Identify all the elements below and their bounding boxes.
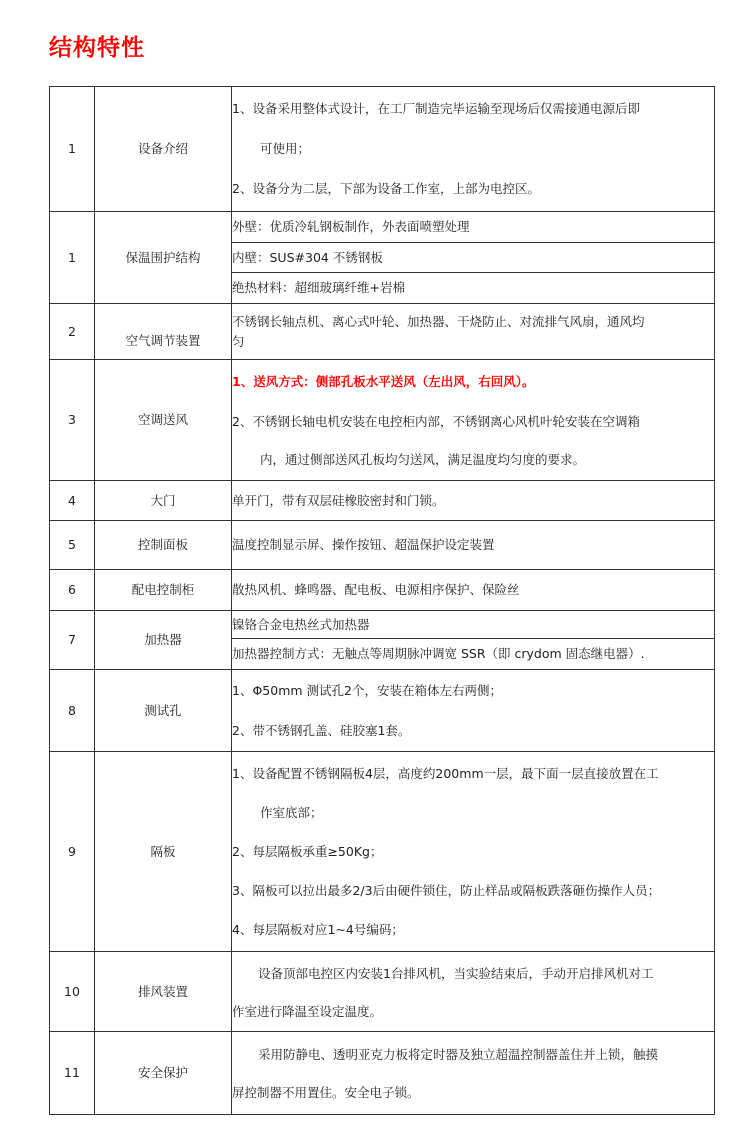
desc-line: 3、隔板可以拉出最多2/3后由硬件锁住，防止样品或隔板跌落砸伤操作人员； (232, 883, 661, 898)
row-desc (232, 1032, 715, 1115)
row-item: 设备介绍 (95, 87, 232, 212)
desc-line: 4、每层隔板对应1~4号编码； (232, 922, 404, 937)
table-row (50, 304, 715, 360)
row-number: 4 (50, 481, 95, 521)
row-item: 空调送风 (95, 360, 232, 481)
row-item: 排风装置 (95, 952, 232, 1032)
row-number: 9 (50, 752, 95, 952)
row-desc: 温度控制显示屏、操作按钮、超温保护设定装置 (232, 521, 715, 570)
desc-line: 不锈钢长轴点机、离心式叶轮、加热器、干烧防止、对流排气风扇，通风均 (232, 313, 645, 329)
row-number: 11 (50, 1032, 95, 1115)
row-item: 控制面板 (95, 521, 232, 570)
desc-line: 作室进行降温至设定温度。 (232, 1003, 383, 1019)
row-desc: 绝热材料：超细玻璃纤维+岩棉 (232, 273, 715, 304)
table-row (50, 481, 715, 521)
table-row (50, 212, 715, 243)
desc-line: 可使用； (260, 141, 311, 156)
desc-line: 1、送风方式：侧部孔板水平送风（左出风，右回风）。 (232, 374, 535, 389)
row-number: 1 (50, 212, 95, 304)
table-row (50, 1032, 715, 1115)
table-row (50, 752, 715, 952)
row-item: 大门 (95, 481, 232, 521)
desc-line: 屏控制器不用置住。安全电子锁。 (232, 1085, 420, 1100)
row-number: 5 (50, 521, 95, 570)
row-number: 2 (50, 304, 95, 360)
table-row (50, 611, 715, 639)
row-desc: 外壁：优质冷轧钢板制作，外表面喷塑处理 (232, 212, 715, 243)
row-desc (232, 670, 715, 752)
table-row (50, 360, 715, 481)
table-row (50, 670, 715, 752)
desc-line: 1、设备采用整体式设计，在工厂制造完毕运输至现场后仅需接通电源后即 (232, 101, 640, 116)
row-item: 加热器 (95, 611, 232, 670)
row-number: 10 (50, 952, 95, 1032)
desc-line: 采用防静电、透明亚克力板将定时器及独立超温控制器盖住并上锁，触摸 (258, 1047, 659, 1062)
desc-line: 1、Φ50mm 测试孔2个，安装在箱体左右两侧； (232, 682, 502, 698)
table-row (50, 952, 715, 1032)
row-desc: 镍铬合金电热丝式加热器 (232, 611, 715, 639)
row-desc (232, 304, 715, 360)
desc-line: 2、不锈钢长轴电机安装在电控柜内部，不锈钢离心风机叶轮安装在空调箱 (232, 414, 640, 429)
desc-line: 1、设备配置不锈钢隔板4层，高度约200mm一层，最下面一层直接放置在工 (232, 766, 659, 781)
row-desc: 散热风机、蜂鸣器、配电板、电源相序保护、保险丝 (232, 570, 715, 611)
desc-line: 2、设备分为二层，下部为设备工作室，上部为电控区。 (232, 181, 540, 196)
desc-line: 设备顶部电控区内安装1台排风机，当实验结束后，手动开启排风机对工 (258, 965, 654, 981)
table-row (50, 87, 715, 212)
desc-line: 2、每层隔板承重≥50Kg； (232, 844, 383, 859)
row-number: 1 (50, 87, 95, 212)
row-number: 8 (50, 670, 95, 752)
row-number: 6 (50, 570, 95, 611)
page-title: 结构特性 (49, 35, 145, 61)
row-number: 3 (50, 360, 95, 481)
row-item: 空气调节装置 (95, 304, 232, 360)
row-item: 测试孔 (95, 670, 232, 752)
row-desc (232, 87, 715, 212)
row-desc: 单开门，带有双层硅橡胶密封和门锁。 (232, 481, 715, 521)
row-desc (232, 952, 715, 1032)
row-number: 7 (50, 611, 95, 670)
table-row (50, 521, 715, 570)
desc-line: 匀 (232, 333, 245, 349)
row-desc (232, 752, 715, 952)
row-item: 隔板 (95, 752, 232, 952)
row-item: 保温围护结构 (95, 212, 232, 304)
row-desc (232, 360, 715, 481)
row-desc: 加热器控制方式：无触点等周期脉冲调宽 SSR（即 crydom 固态继电器）. (232, 639, 715, 670)
row-item: 安全保护 (95, 1032, 232, 1115)
desc-line: 内，通过侧部送风孔板均匀送风，满足温度均匀度的要求。 (260, 452, 586, 467)
spec-table (49, 86, 715, 1115)
desc-line: 2、带不锈钢孔盖、硅胶塞1套。 (232, 722, 411, 738)
row-item: 配电控制柜 (95, 570, 232, 611)
desc-line: 作室底部； (260, 805, 323, 820)
table-row (50, 570, 715, 611)
row-desc: 内壁：SUS#304 不锈钢板 (232, 243, 715, 273)
